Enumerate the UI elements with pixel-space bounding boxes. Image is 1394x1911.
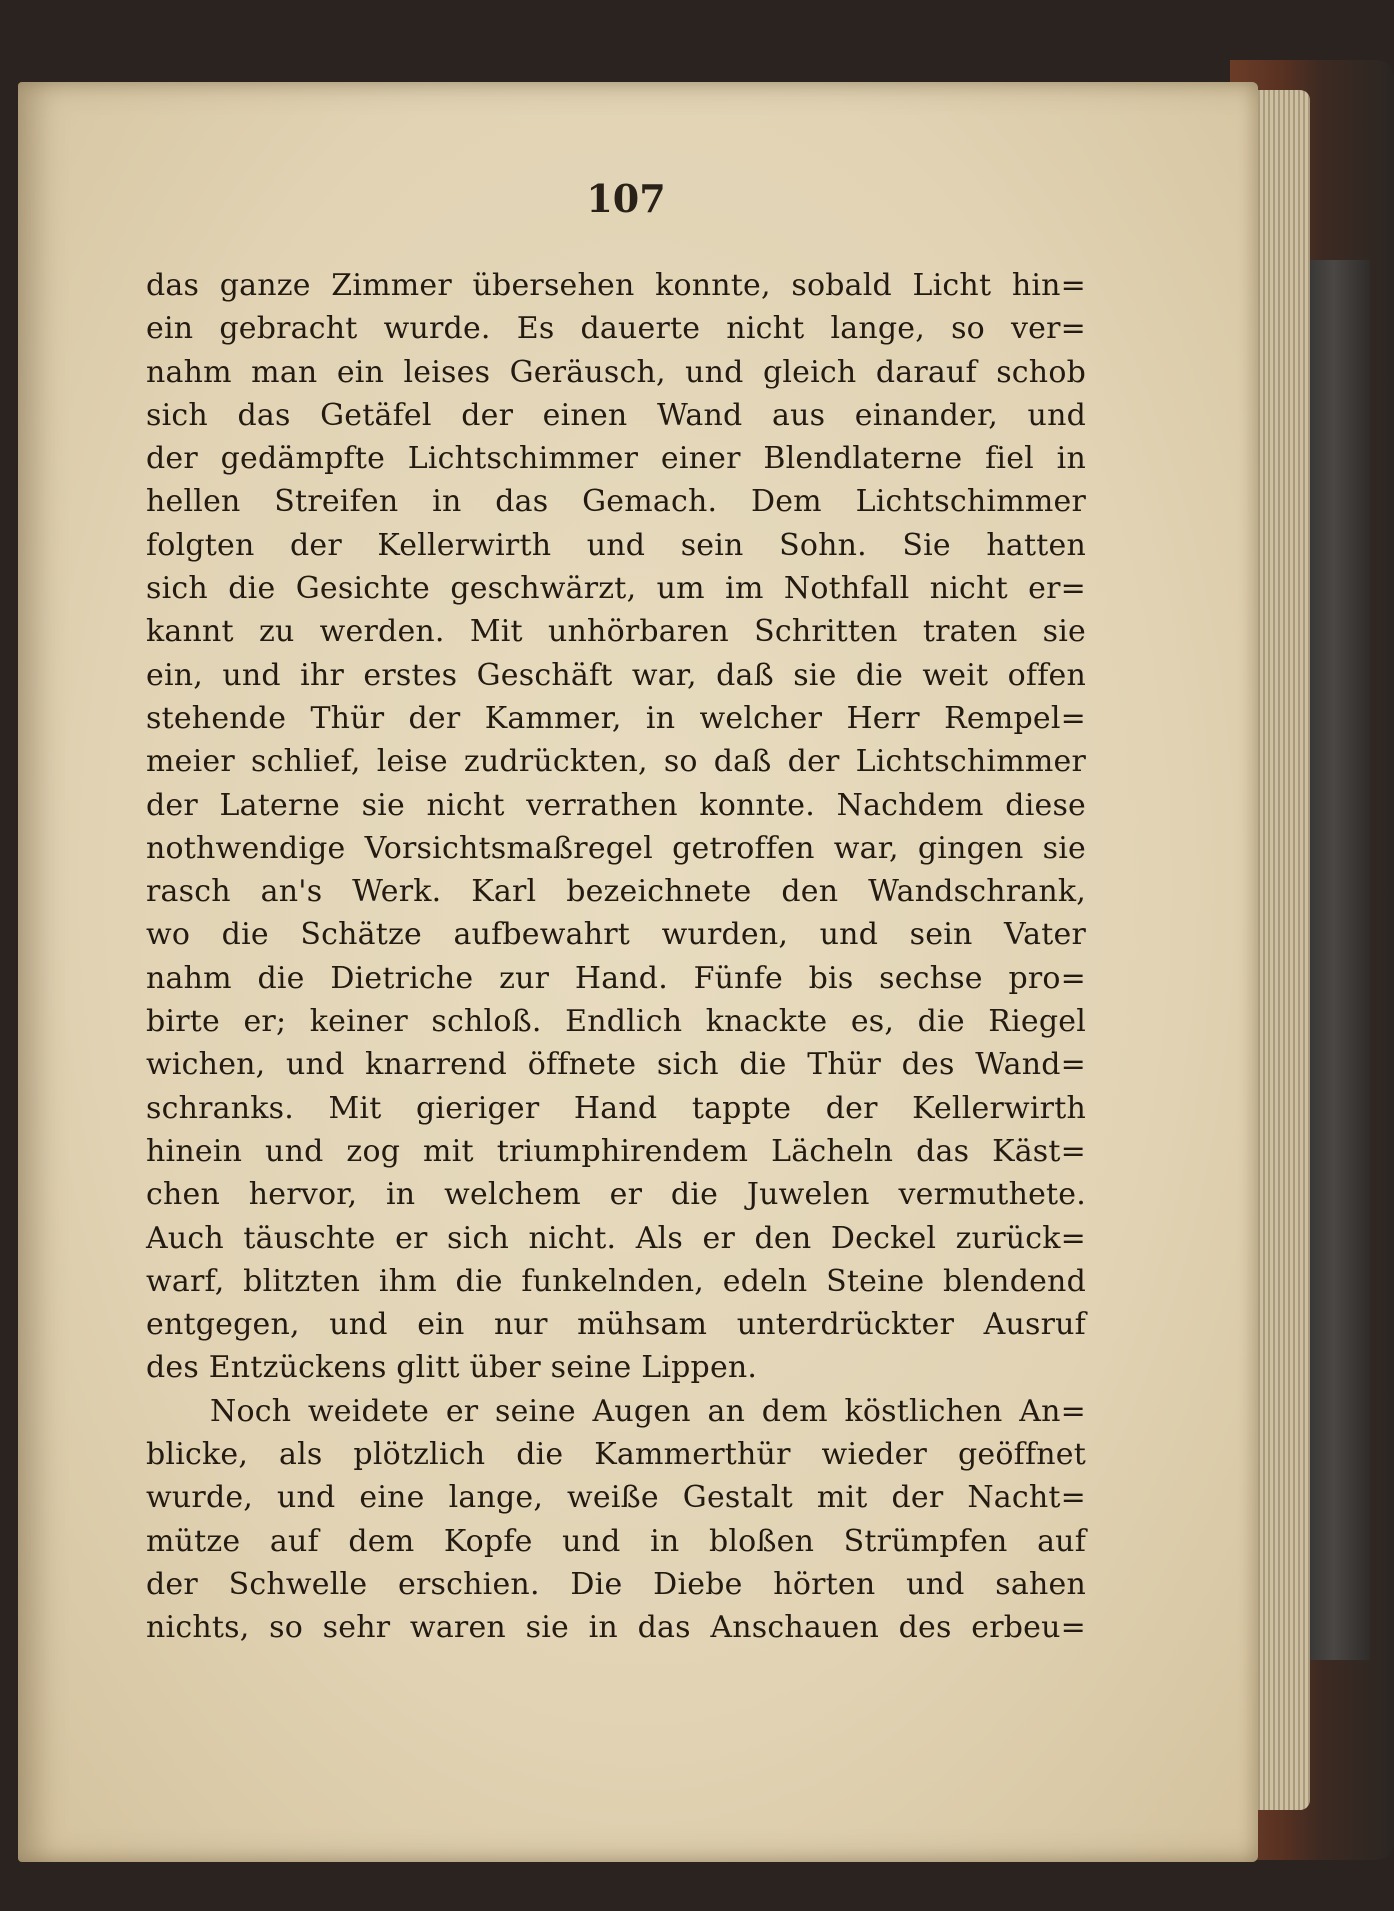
body-text — [146, 264, 1086, 1650]
text-line: ein, und ihr erstes Geschäft war, daß sie die weit offen — [146, 657, 1086, 693]
text-line: des Entzückens glitt über seine Lippen. — [146, 1350, 758, 1386]
text-line: birte er; keiner schloß. Endlich knackte es, die Riegel — [146, 1004, 1086, 1040]
text-line: wichen, und knarrend öffnete sich die Thür des Wand= — [146, 1047, 1086, 1083]
text-line: ein gebracht wurde. Es dauerte nicht lange, so ver= — [146, 311, 1086, 347]
text-line: das ganze Zimmer übersehen konnte, sobald Licht hin= — [146, 268, 1086, 303]
text-line: warf, blitzten ihm die funkelnden, edeln Steine blendend — [146, 1263, 1086, 1299]
text-line: mütze auf dem Kopfe und in bloßen Strümpfen auf — [146, 1523, 1086, 1559]
text-line: nothwendige Vorsichtsmaßregel getroffen war, gingen sie — [146, 830, 1086, 866]
text-line: blicke, als plötzlich die Kammerthür wieder geöffnet — [146, 1437, 1086, 1473]
text-line: der Schwelle erschien. Die Diebe hörten und sahen — [146, 1566, 1086, 1602]
text-line: meier schlief, leise zudrückten, so daß der Lichtschimmer — [146, 744, 1086, 780]
text-line: rasch an's Werk. Karl bezeichnete den Wandschrank, — [146, 874, 1086, 910]
text-line: stehende Thür der Kammer, in welcher Herr Rempel= — [146, 700, 1086, 736]
text-line: schranks. Mit gieriger Hand tappte der Kellerwirth — [146, 1090, 1086, 1126]
text-line: nichts, so sehr waren sie in das Anschauen des erbeu= — [146, 1610, 1086, 1646]
text-line: hinein und zog mit triumphirendem Lächeln das Käst= — [146, 1133, 1086, 1169]
text-line: entgegen, und ein nur mühsam unterdrückter Ausruf — [146, 1307, 1086, 1343]
text-line: sich die Gesichte geschwärzt, um im Nothfall nicht er= — [146, 571, 1086, 607]
text-line: der Laterne sie nicht verrathen konnte. Nachdem diese — [146, 787, 1086, 823]
text-line: wo die Schätze aufbewahrt wurden, und sein Vater — [146, 917, 1086, 953]
text-line: nahm man ein leises Geräusch, und gleich darauf schob — [146, 354, 1086, 390]
text-line: Noch weidete er seine Augen an dem köstlichen An= — [210, 1393, 1086, 1429]
paragraph-1 — [146, 264, 1086, 1390]
text-line: Auch täuschte er sich nicht. Als er den Deckel zurück= — [146, 1220, 1086, 1256]
paragraph-2 — [146, 1390, 1086, 1650]
text-line: kannt zu werden. Mit unhörbaren Schritten traten sie — [146, 614, 1086, 650]
text-line: wurde, und eine lange, weiße Gestalt mit der Nacht= — [146, 1480, 1086, 1516]
text-line: hellen Streifen in das Gemach. Dem Lichtschimmer — [146, 484, 1086, 520]
text-line: chen hervor, in welchem er die Juwelen vermuthete. — [146, 1177, 1086, 1213]
text-line: folgten der Kellerwirth und sein Sohn. Sie hatten — [146, 527, 1086, 563]
text-line: der gedämpfte Lichtschimmer einer Blendlaterne fiel in — [146, 441, 1086, 477]
book-spine-band — [1310, 260, 1370, 1660]
text-line: sich das Getäfel der einen Wand aus einander, und — [146, 397, 1086, 433]
page-number: 107 — [586, 176, 666, 221]
text-line: nahm die Dietriche zur Hand. Fünfe bis sechse pro= — [146, 960, 1086, 996]
